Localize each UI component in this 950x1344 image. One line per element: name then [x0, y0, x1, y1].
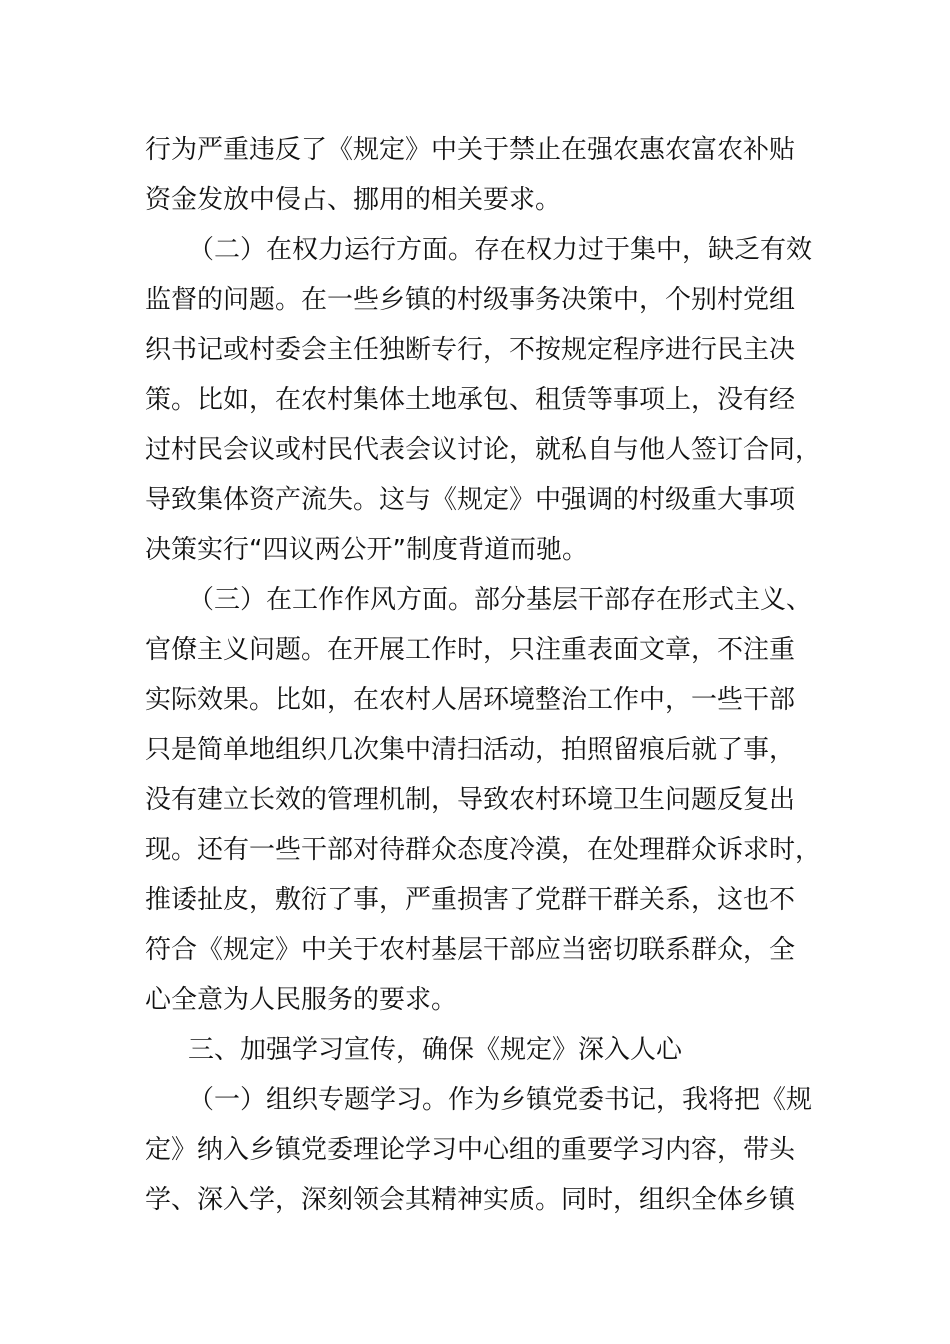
text-line: 织书记或村委会主任独断专行，不按规定程序进行民主决	[145, 335, 796, 365]
text-line: 过村民会议或村民代表会议讨论，就私自与他人签订合同，	[145, 435, 822, 465]
text-line: 官僚主义问题。在开展工作时，只注重表面文章，不注重	[145, 635, 796, 665]
text-line: （二）在权力运行方面。存在权力过于集中，缺乏有效	[188, 235, 813, 265]
text-line: 监督的问题。在一些乡镇的村级事务决策中，个别村党组	[145, 285, 796, 315]
text-line: 资金发放中侵占、挪用的相关要求。	[145, 185, 562, 215]
text-line: （三）在工作作风方面。部分基层干部存在形式主义、	[188, 585, 813, 615]
text-line: （一）组织专题学习。作为乡镇党委书记，我将把《规	[188, 1085, 813, 1115]
text-line: 心全意为人民服务的要求。	[145, 985, 458, 1015]
text-line: 没有建立长效的管理机制，导致农村环境卫生问题反复出	[145, 785, 796, 815]
text-line: 只是简单地组织几次集中清扫活动，拍照留痕后就了事，	[145, 735, 796, 765]
text-line: 现。还有一些干部对待群众态度冷漠，在处理群众诉求时，	[145, 835, 822, 865]
text-line: 符合《规定》中关于农村基层干部应当密切联系群众，全	[145, 935, 796, 965]
text-line: 实际效果。比如，在农村人居环境整治工作中，一些干部	[145, 685, 796, 715]
text-line: 推诿扯皮，敷衍了事，严重损害了党群干群关系，这也不	[145, 885, 796, 915]
text-line: 策。比如，在农村集体土地承包、租赁等事项上，没有经	[145, 385, 796, 415]
text-line: 决策实行“四议两公开”制度背道而驰。	[145, 535, 588, 565]
section-heading: 三、加强学习宣传，确保《规定》深入人心	[188, 1035, 683, 1065]
text-line: 学、深入学，深刻领会其精神实质。同时，组织全体乡镇	[145, 1185, 796, 1215]
text-line: 定》纳入乡镇党委理论学习中心组的重要学习内容，带头	[145, 1135, 796, 1165]
text-line: 行为严重违反了《规定》中关于禁止在强农惠农富农补贴	[145, 135, 796, 165]
text-line: 导致集体资产流失。这与《规定》中强调的村级重大事项	[145, 485, 796, 515]
